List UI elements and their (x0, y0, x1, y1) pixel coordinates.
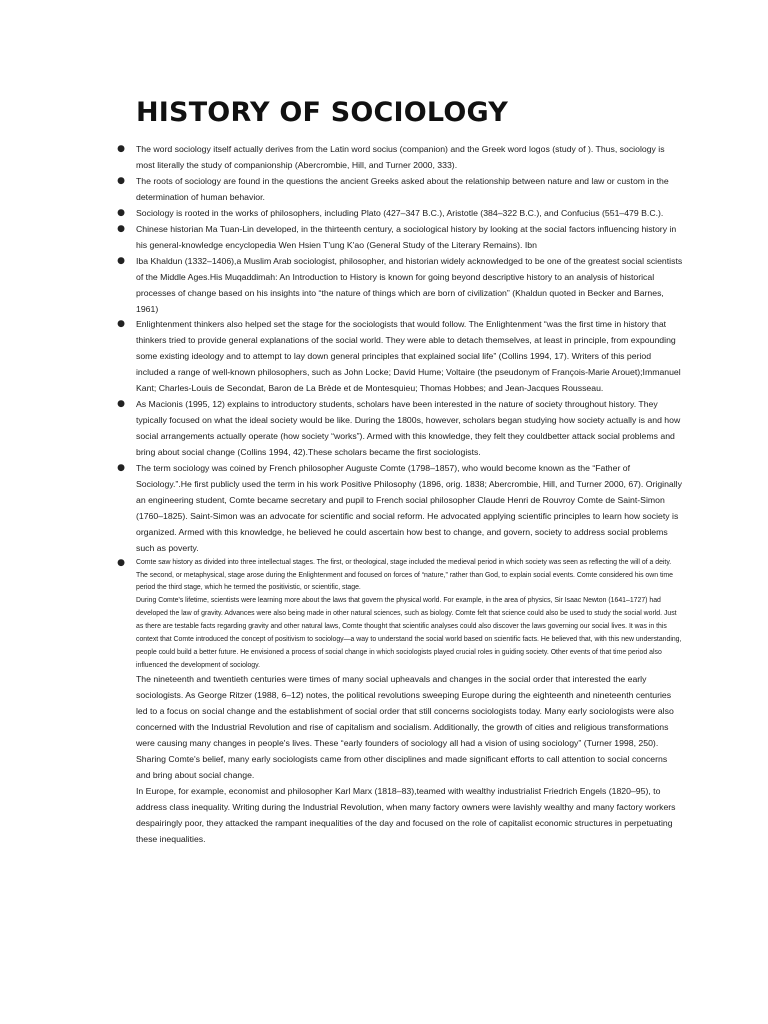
bullet-icon: ● (117, 399, 125, 410)
list-item-text: The word sociology itself actually derives from the Latin word socius (companion) and the Greek word logos (study of ). Thus, sociology is most literally the study of companionship (Abercrombie, Hill, and Turner 2000, 333). (136, 144, 665, 170)
list-item-text: As Macionis (1995, 12) explains to introductory students, scholars have been interested in the nature of society throughout history. They typically focused on what the ideal society would be like. During the 1800s, however, scholars began studying how society actually is and how social arrangements actually operate (how society “works”). Armed with this knowledge, they felt they couldbetter attack social problems and bring about social change (Collins 1994, 42).These scholars became the first sociologists. (136, 399, 681, 458)
list-item (114, 317, 684, 397)
list-item (114, 557, 684, 596)
list-item (114, 142, 684, 174)
paragraph: During Comte's lifetime, scientists were learning more about the laws that govern the physical world. For example, in the area of physics, Sir Isaac Newton (1641–1727) had developed the law of gravity. Advances were also being made in other natural sciences, such as biology. Comte felt that science could also be used to study the social world. Just as there are testable facts regarding gravity and other natural laws, Comte thought that scientific analyses could also discover the laws governing our social lives. It was in this context that Comte introduced the concept of positivism to sociology—a way to understand the social world based on scientific facts. He believed that, with this new understanding, people could build a better future. He envisioned a process of social change in which sociologists played crucial roles in guiding society. Other events of that time period also influenced the development of sociology. (136, 597, 682, 669)
bullet-icon: ● (117, 175, 125, 186)
bullet-icon: ● (117, 557, 125, 568)
document-body (114, 142, 684, 848)
bullet-icon: ● (117, 144, 125, 154)
paragraph: The nineteenth and twentieth centuries were times of many social upheavals and changes in the social order that interested the early sociologists. As George Ritzer (1988, 6–12) notes, the political revolutions sweeping Europe during the eighteenth and nineteenth centuries led to a focus on social change and the establishment of social order that still concerns sociologists today. Many early sociologists were also concerned with the Industrial Revolution and rise of capitalism and socialism. Additionally, the growth of cities and religious transformations were causing many changes in people's lives. These “early founders of sociology all had a vision of using sociology” (Turner 1998, 250). Sharing Comte's belief, many early sociologists came from other disciplines and made significant efforts to call attention to social concerns and bring about social change. (136, 674, 674, 781)
bullet-list (114, 142, 684, 595)
list-item (114, 254, 684, 318)
list-item-text: Iba Khaldun (1332–1406),a Muslim Arab sociologist, philosopher, and historian widely acknowledged to be one of the greatest social scientists of the Middle Ages.His Muqaddimah: An Introduction to History is known for going beyond descriptive history to an analysis of historical processes of change based on his insights into “the nature of things which are born of civilization” (Khaldun quoted in Becker and Barnes, 1961) (136, 255, 683, 314)
list-item-text: Chinese historian Ma Tuan-Lin developed, in the thirteenth century, a sociological history by looking at the social factors influencing history in his general-knowledge encyclopedia Wen Hsien T'ung K'ao (General Study of the Literary Remains). Ibn (136, 223, 677, 250)
list-item (114, 222, 684, 254)
list-item-text: Comte saw history as divided into three intellectual stages. The first, or theological, stage included the medieval period in which society was seen as reflecting the will of a deity. The second, or metaphysical, stage arose during the Enlightenment and focused on forces of “nature,” rather than God, to explain social events. Comte considered his own time period the third stage, which he termed the positivistic, or scientific, stage. (136, 558, 674, 592)
bullet-icon: ● (117, 463, 125, 474)
bullet-icon: ● (117, 223, 125, 234)
list-item-text: The roots of sociology are found in the questions the ancient Greeks asked about the relationship between nature and law or custom in the determination of human behavior. (136, 175, 669, 202)
paragraph: In Europe, for example, economist and philosopher Karl Marx (1818–83),teamed with wealthy industrialist Friedrich Engels (1820–95), to address class inequality. Writing during the Industrial Revolution, when many factory owners were lavishly wealthy and many factory workers despairingly poor, they attacked the rampant inequalities of the day and focused on the role of capitalist economic structures in perpetuating these inequalities. (136, 786, 676, 844)
list-item (114, 397, 684, 461)
list-item-text: Enlightenment thinkers also helped set the stage for the sociologists that would follow. The Enlightenment “was the first time in history that thinkers tried to provide general explanations of the social world. They were able to detach themselves, at least in principle, from expounding some existing ideology and to attempt to lay down general principles that explained social life” (Collins 1994, 17). Writers of this period included a range of well-known philosophers, such as John Locke; David Hume; Voltaire (the pseudonym of François-Marie Arouet);Immanuel Kant; Charles-Louis de Secondat, Baron de La Brède et de Montesquieu; Thomas Hobbes; and Jean-Jacques Rousseau. (136, 319, 681, 394)
list-item-text: Sociology is rooted in the works of philosophers, including Plato (427–347 B.C.), Aristotle (384–322 B.C.), and Confucius (551–479 B.C.). (136, 207, 664, 218)
list-item (114, 206, 684, 222)
list-item-text: The term sociology was coined by French philosopher Auguste Comte (1798–1857), who would become known as the “Father of Sociology.”.He first publicly used the term in his work Positive Philosophy (1896, orig. 1838; Abercrombie, Hill, and Turner 2000, 67). Originally an engineering student, Comte became secretary and pupil to French social philosopher Claude Henri de Rouvroy Comte de Saint-Simon (1760–1825). Saint-Simon was an advocate for scientific and social reform. He advocated applying scientific principles to learn how society is organized. Armed with this knowledge, he believed he could ascertain how best to change, and govern, society to address social problems such as poverty. (136, 463, 682, 553)
bullet-icon: ● (117, 207, 125, 218)
list-item (114, 174, 684, 206)
bullet-icon: ● (117, 319, 125, 330)
list-item (114, 461, 684, 557)
page-title: HISTORY OF SOCIOLOGY (136, 97, 509, 128)
bullet-icon: ● (117, 255, 125, 266)
